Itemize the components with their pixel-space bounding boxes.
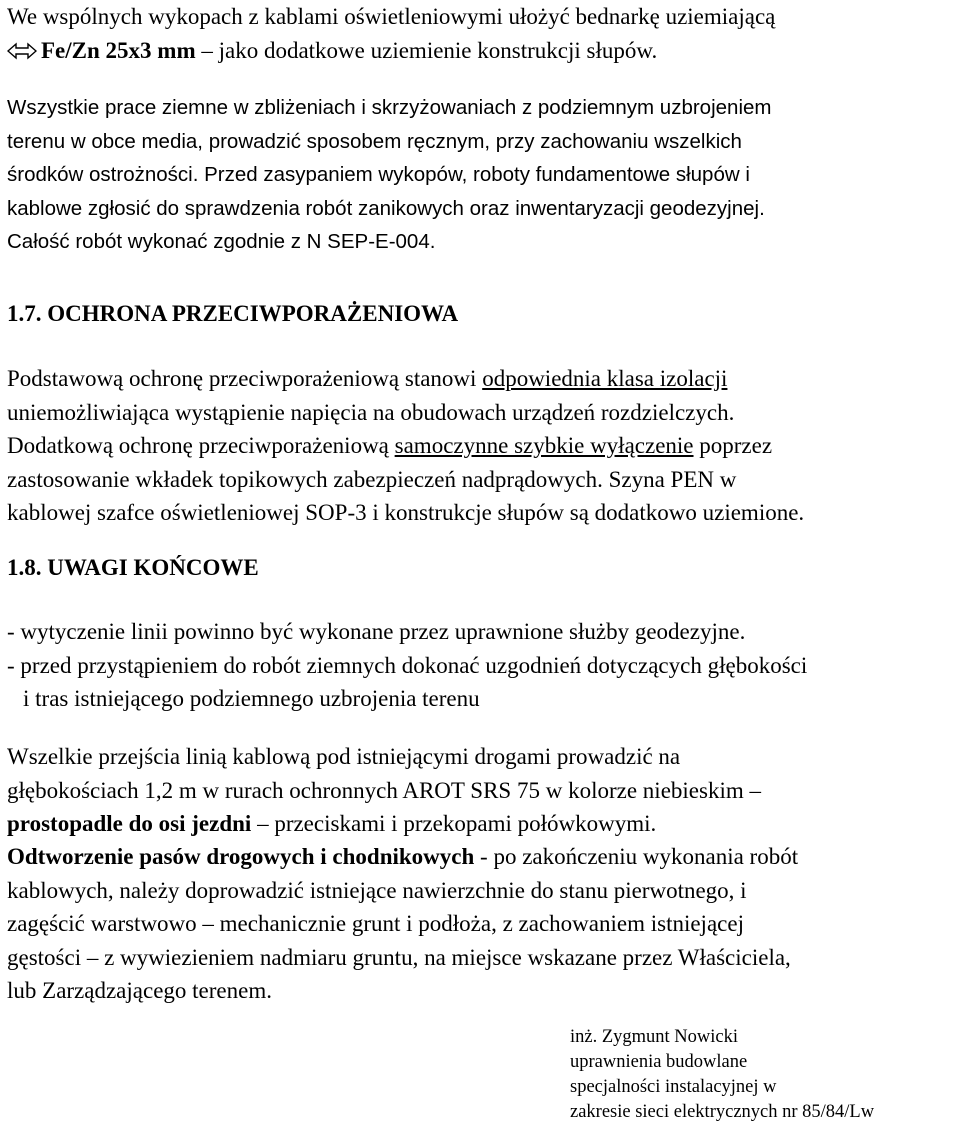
grounding-line-2 xyxy=(7,34,775,68)
crossing-line-1: Wszelkie przejścia linią kablową pod istniejącymi drogami prowadzić na xyxy=(7,744,681,769)
crossing-line-3 xyxy=(7,807,761,841)
paragraph-shock-protection xyxy=(7,362,804,530)
final-remarks-list xyxy=(7,615,807,716)
shock-line-1 xyxy=(7,362,804,396)
shock-line-3-rest: poprzez xyxy=(693,433,773,458)
shock-line-3 xyxy=(7,429,804,463)
grounding-line-1: We wspólnych wykopach z kablami oświetleniowymi ułożyć bednarkę uziemiającą xyxy=(7,4,776,29)
restoration-line-1 xyxy=(7,840,798,874)
section-heading-1-8: 1.8. UWAGI KOŃCOWE xyxy=(7,555,259,580)
crossing-line-2: głębokościach 1,2 m w rurach ochronnych AROT SRS 75 w kolorze niebieskim – xyxy=(7,777,761,803)
remark-item-2-continued: i tras istniejącego podziemnego uzbrojenia terenu xyxy=(23,686,480,711)
shock-line-1-text: Podstawową ochronę przeciwporażeniową stanowi xyxy=(7,366,483,391)
paragraph-grounding-strip xyxy=(7,0,775,67)
shock-line-3-text: Dodatkową ochronę przeciwporażeniową xyxy=(7,433,395,458)
signature-scope: zakresie sieci elektrycznych nr 85/84/Lw xyxy=(570,1102,875,1122)
perpendicular-term: prostopadle do osi jezdni xyxy=(7,811,252,836)
signature-license: uprawnienia budowlane xyxy=(570,1052,748,1072)
restoration-term: Odtworzenie pasów drogowych i chodnikowych xyxy=(7,844,475,869)
signature-specialty: specjalności instalacyjnej w xyxy=(570,1077,777,1097)
earthworks-line-1: Wszystkie prace ziemne w zbliżeniach i skrzyżowaniach z podziemnym uzbrojeniem xyxy=(7,96,772,119)
earthworks-line-2: terenu w obce media, prowadzić sposobem ręcznym, przy zachowaniu wszelkich xyxy=(7,129,742,153)
crossing-line-3-rest: – przeciskami i przekopami połówkowymi. xyxy=(251,811,657,836)
signature-block xyxy=(570,1025,874,1125)
earthworks-line-5: Całość robót wykonać zgodnie z N SEP-E-004. xyxy=(7,230,436,253)
restoration-line-5: lub Zarządzającego terenem. xyxy=(7,978,272,1003)
remark-item-1: - wytyczenie linii powinno być wykonane przez uprawnione służby geodezyjne. xyxy=(7,619,746,644)
earthworks-line-4: kablowe zgłosić do sprawdzenia robót zanikowych oraz inwentaryzacji geodezyjnej. xyxy=(7,196,765,220)
bednarka-spec: Fe/Zn 25x3 mm xyxy=(41,37,196,63)
restoration-line-3: zagęścić warstwowo – mechanicznie grunt i podłoża, z zachowaniem istniejącej xyxy=(7,911,744,936)
signature-name: inż. Zygmunt Nowicki xyxy=(570,1027,739,1047)
grounding-line-2-rest: – jako dodatkowe uziemienie konstrukcji słupów. xyxy=(195,37,658,63)
section-heading-1-7: 1.7. OCHRONA PRZECIWPORAŻENIOWA xyxy=(7,301,459,326)
double-headed-arrow-icon xyxy=(7,42,37,60)
paragraph-road-restoration xyxy=(7,840,798,1008)
restoration-line-4: gęstości – z wywiezieniem nadmiaru gruntu, na miejsce wskazane przez Właściciela, xyxy=(7,944,791,970)
insulation-class-term: odpowiednia klasa izolacji xyxy=(482,366,728,391)
restoration-line-1-rest: - po zakończeniu wykonania robót xyxy=(474,844,799,869)
shock-line-5: kablowej szafce oświetleniowej SOP-3 i konstrukcje słupów są dodatkowo uziemione. xyxy=(7,500,805,525)
paragraph-earthworks xyxy=(7,91,771,259)
remark-item-2: - przed przystąpieniem do robót ziemnych dokonać uzgodnień dotyczących głębokości xyxy=(7,652,808,678)
auto-disconnect-term: samoczynne szybkie wyłączenie xyxy=(394,433,694,458)
restoration-line-2: kablowych, należy doprowadzić istniejące nawierzchnie do stanu pierwotnego, i xyxy=(7,877,747,903)
earthworks-line-3: środków ostrożności. Przed zasypaniem wykopów, roboty fundamentowe słupów i xyxy=(7,163,750,186)
shock-line-2: uniemożliwiająca wystąpienie napięcia na obudowach urządzeń rozdzielczych. xyxy=(7,399,735,425)
paragraph-cable-crossings xyxy=(7,740,761,841)
shock-line-4: zastosowanie wkładek topikowych zabezpieczeń nadprądowych. Szyna PEN w xyxy=(7,466,737,492)
